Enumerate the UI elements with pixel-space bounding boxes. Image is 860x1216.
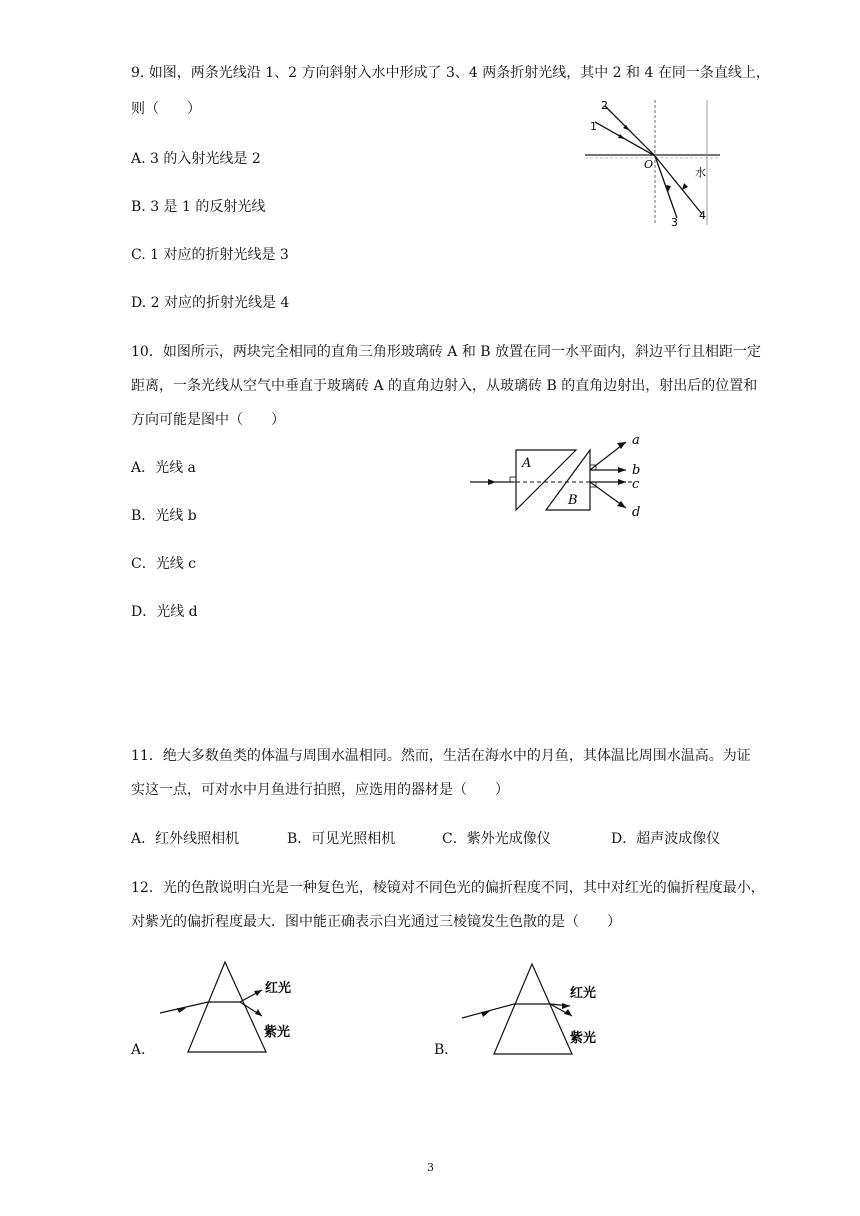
page-number: 3 <box>427 1161 434 1174</box>
q10-prism-figure <box>470 430 660 520</box>
q12-b-red-label: 红光 <box>570 986 597 1001</box>
q9-label-2: 2 <box>601 99 608 112</box>
q12-option-b-label: B． <box>434 1042 459 1058</box>
q12-b-violet-label: 紫光 <box>570 1031 597 1046</box>
q10-stem-line3: 方向可能是图中（ ） <box>131 412 285 428</box>
q10-ray-d-label: d <box>632 505 641 520</box>
q10-prism-a-label: A <box>522 456 532 471</box>
q10-option-c: C．光线 c <box>131 556 197 572</box>
q9-label-1: 1 <box>590 120 597 133</box>
q12-stem-line2: 对紫光的偏折程度最大．图中能正确表示白光通过三棱镜发生色散的是（ ） <box>131 914 621 930</box>
q11-stem-line1: 11．绝大多数鱼类的体温与周围水温相同。然而，生活在海水中的月鱼，其体温比周围水温高。为证 <box>131 748 751 764</box>
q10-option-a: A．光线 a <box>131 460 196 476</box>
q9-option-b: B. 3 是 1 的反射光线 <box>131 199 266 215</box>
q11-option-a: A．红外线照相机 <box>131 831 240 847</box>
q10-ray-a-label: a <box>632 433 640 448</box>
q12-option-a-label: A． <box>131 1042 156 1058</box>
q9-label-4: 4 <box>699 209 706 222</box>
q12-stem-line1: 12．光的色散说明白光是一种复色光，棱镜对不同色光的偏折程度不同，其中对红光的偏折程度最小， <box>131 880 765 896</box>
q9-label-3: 3 <box>671 216 678 229</box>
q12-a-violet-label: 紫光 <box>264 1025 291 1040</box>
q12-figure-b <box>462 960 612 1060</box>
q10-prism-b-label: B <box>568 493 578 508</box>
q10-ray-b-label: b <box>632 463 641 478</box>
q10-option-b: B．光线 b <box>131 508 197 524</box>
q9-option-a: A. 3 的入射光线是 2 <box>131 151 261 167</box>
q9-option-c: C. 1 对应的折射光线是 3 <box>131 247 289 263</box>
q10-option-d: D．光线 d <box>131 604 198 620</box>
q10-stem-line1: 10．如图所示，两块完全相同的直角三角形玻璃砖 A 和 B 放置在同一水平面内，斜边平行且相距一定 <box>131 344 762 360</box>
q9-stem-line2: 则（ ） <box>131 101 201 117</box>
q11-option-c: C．紫外光成像仪 <box>442 831 551 847</box>
q9-label-o: O <box>644 158 654 171</box>
q10-stem-line2: 距离，一条光线从空气中垂直于玻璃砖 A 的直角边射入，从玻璃砖 B 的直角边射出，射出后的位置和 <box>131 378 758 394</box>
q9-refraction-figure <box>585 100 720 230</box>
q10-ray-c-label: c <box>632 477 640 492</box>
q9-option-d: D. 2 对应的折射光线是 4 <box>131 295 290 311</box>
q11-stem-line2: 实这一点，可对水中月鱼进行拍照，应选用的器材是（ ） <box>131 782 509 798</box>
q12-figure-a <box>160 958 300 1058</box>
q11-option-b: B．可见光照相机 <box>287 831 396 847</box>
q11-option-d: D．超声波成像仪 <box>611 831 721 847</box>
q9-stem-line1: 9. 如图，两条光线沿 1、2 方向斜射入水中形成了 3、4 两条折射光线，其中 2 和 4 在同一条直线上， <box>131 65 770 81</box>
q12-a-red-label: 红光 <box>265 981 292 996</box>
q9-water-label: 水 <box>695 166 706 179</box>
